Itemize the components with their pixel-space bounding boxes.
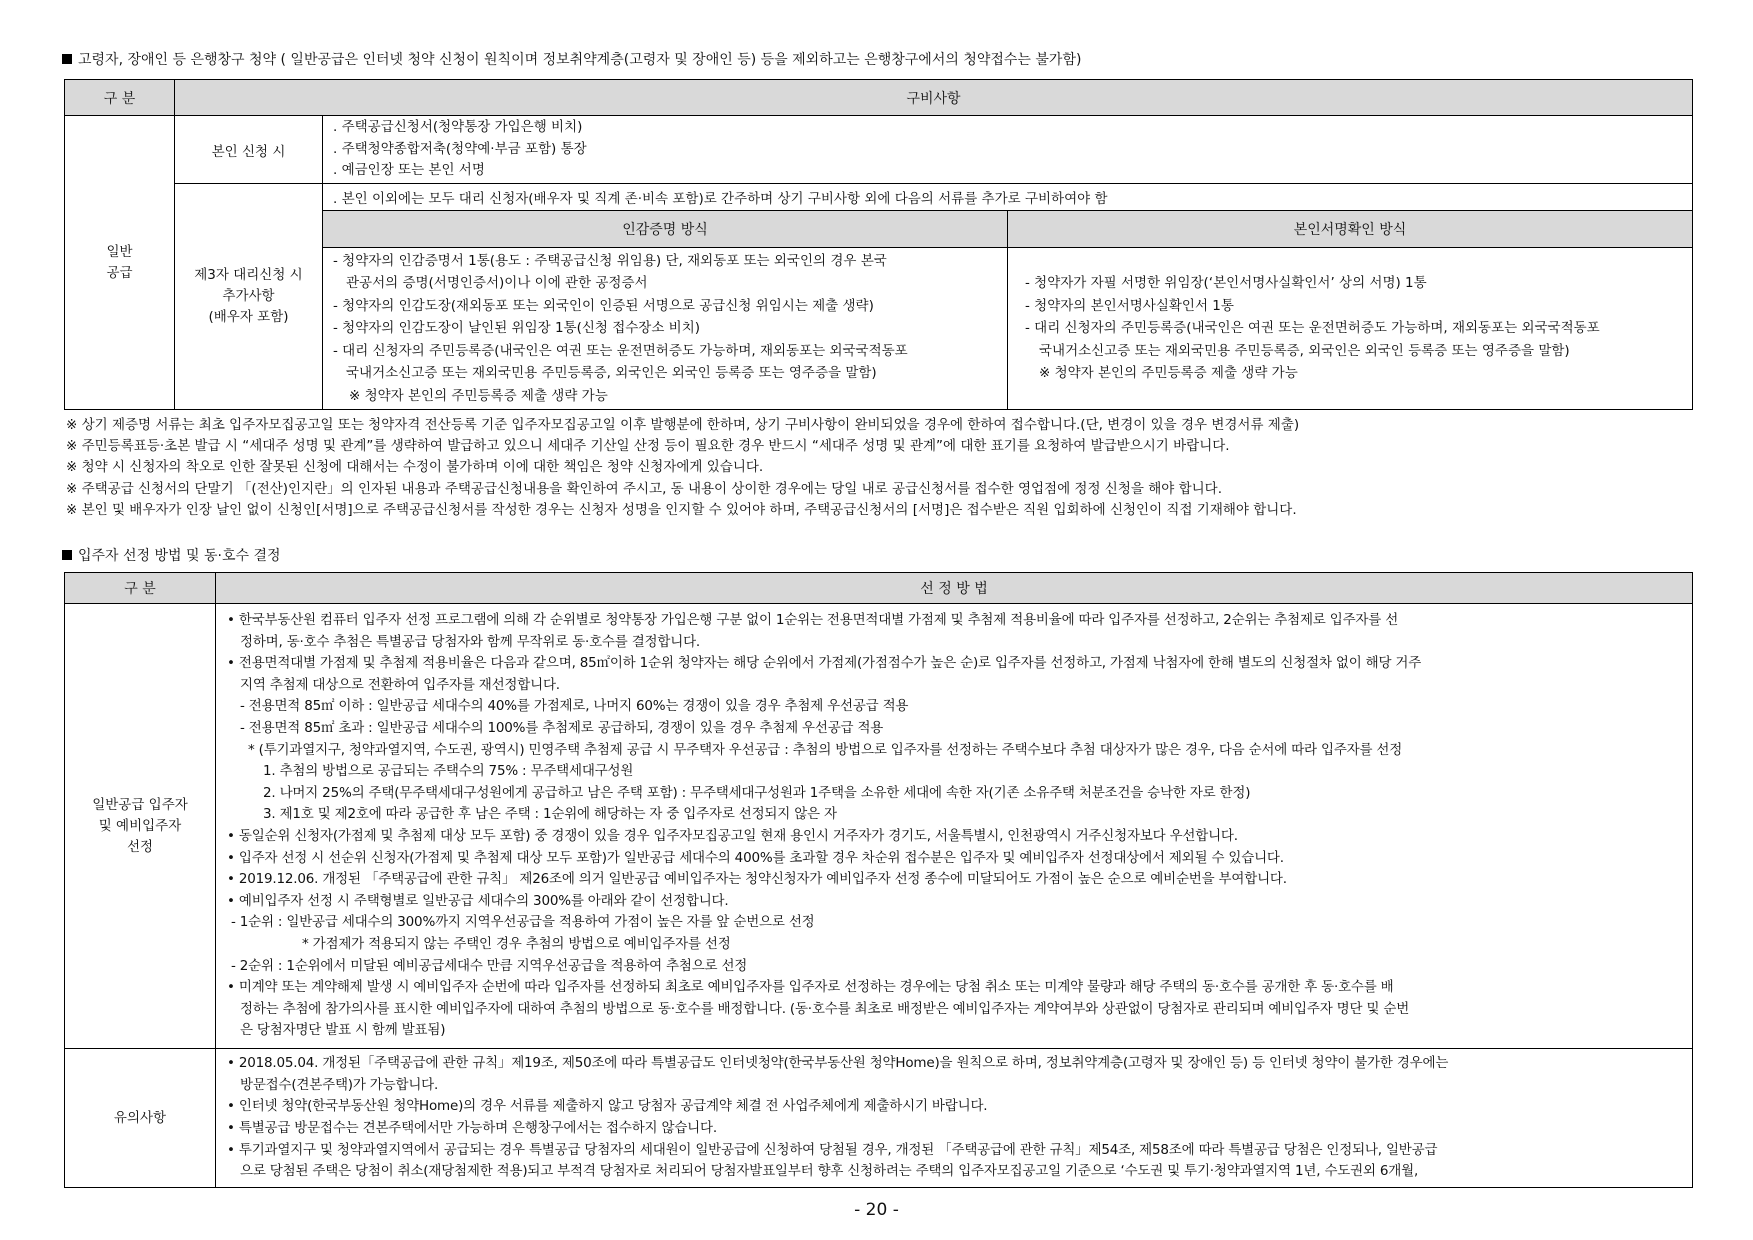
note-line: ※ 주택공급 신청서의 단말기 「(전산)인지란」의 인자된 내용과 주택공급신청내용을 확인하여 주시고, 동 내용이 상이한 경우에는 당일 내로 공급신청서를 접수한 영업점에 정정 신청을 해야 합니다. xyxy=(66,480,1222,497)
method-line: 정하는 추첨에 참가의사를 표시한 예비입주자에 대하여 추첨의 방법으로 동·호수를 배정합니다. (동·호수를 최초로 배정받은 예비입주자는 계약여부와 상관없이 당첨자로 관리되며 예비입주자 명단 및 순번 xyxy=(240,1000,1410,1017)
black-square-icon xyxy=(62,54,72,64)
self-application-label: 본인 신청 시 xyxy=(175,116,323,184)
proxy-label-line: 제3자 대리신청 시 xyxy=(194,267,303,283)
requirement-item: . 주택청약종합저축(청약예·부금 포함) 통장 xyxy=(333,140,587,157)
group-label-line: 공급 xyxy=(106,264,133,281)
table-header-row xyxy=(65,573,1693,604)
method-line: ※ 청약자 본인의 주민등록증 제출 생략 가능 xyxy=(349,387,608,404)
proxy-application-label xyxy=(175,184,323,410)
method-line: • 전용면적대별 가점제 및 추첨제 적용비율은 다음과 같으며, 85㎡이하 1순위 청약자는 해당 순위에서 가점제(가점점수가 높은 순)로 입주자를 선정하고, 가점제 낙첨자에 한해 별도의 신청절차 없이 해당 거주 xyxy=(227,655,1422,672)
section-heading-text: 입주자 선정 방법 및 동·호수 결정 xyxy=(78,548,281,564)
method-line: 국내거소신고증 또는 재외국민용 주민등록증, 외국인은 외국인 등록증 또는 영주증을 말함) xyxy=(346,365,877,382)
section-heading-text: 고령자, 장애인 등 은행창구 청약 ( 일반공급은 인터넷 청약 신청이 원칙이며 정보취약계층(고령자 및 장애인 등) 등을 제외하고는 은행창구에서의 청약접수는 불가함) xyxy=(78,52,1082,68)
note-line: ※ 청약 시 신청자의 착오로 인한 잘못된 신청에 대해서는 수정이 불가하며 이에 대한 책임은 청약 신청자에게 있습니다. xyxy=(66,459,764,476)
method-line: 정하며, 동·호수 추첨은 특별공급 당첨자와 함께 무작위로 동·호수를 결정합니다. xyxy=(240,633,701,650)
page-number: - 20 - xyxy=(854,1200,899,1220)
precaution-line: 으로 당첨된 주택은 당첨이 취소(재당첨제한 적용)되고 부적격 당첨자로 처리되어 당첨자발표일부터 향후 신청하려는 주택의 입주자모집공고일 기준으로 ‘수도권 및 투기·청약과열지역 1년, 수도권외 6개월, xyxy=(240,1163,1419,1180)
method-line: - 대리 신청자의 주민등록증(내국인은 여권 또는 운전면허증도 가능하며, 재외동포는 외국국적동포 xyxy=(333,342,908,359)
method-line: • 동일순위 신청자(가점제 및 추첨제 대상 모두 포함) 중 경쟁이 있을 경우 입주자모집공고일 현재 용인시 거주자가 경기도, 서울특별시, 인천광역시 거주신청자보다 우선합니다. xyxy=(227,828,1238,844)
method-line: • 한국부동산원 컴퓨터 입주자 선정 프로그램에 의해 각 순위별로 청약통장 가입은행 구분 없이 1순위는 전용면적대별 가점제 및 추첨제 적용비율에 따라 입주자를 선정하고, 2순위는 추첨제로 입주자를 선 xyxy=(227,612,1399,629)
requirements-table xyxy=(64,79,1693,410)
method-line: • 예비입주자 선정 시 주택형별로 일반공급 세대수의 300%를 아래와 같이 선정합니다. xyxy=(227,892,729,909)
precaution-line: • 인터넷 청약(한국부동산원 청약Home)의 경우 서류를 제출하지 않고 당첨자 공급계약 체결 전 사업주체에게 제출하시기 바랍니다. xyxy=(227,1098,988,1115)
method-line: - 전용면적 85㎡ 초과 : 일반공급 세대수의 100%를 추첨제로 공급하되, 경쟁이 있을 경우 추첨제 우선공급 적용 xyxy=(240,720,884,737)
method-line: - 청약자의 인감도장(재외동포 또는 외국인이 인증된 서명으로 공급신청 위임시는 제출 생략) xyxy=(333,297,874,314)
self-application-items xyxy=(323,116,1693,184)
requirement-item: . 주택공급신청서(청약통장 가입은행 비치) xyxy=(333,119,583,136)
table-row-self xyxy=(65,116,1693,184)
selection-label-line: 및 예비입주자 xyxy=(98,817,182,834)
method-line: • 2019.12.06. 개정된 「주택공급에 관한 규칙」 제26조에 의거 일반공급 예비입주자는 청약신청자가 예비입주자 선정 종수에 미달되어도 가점이 높은 순으로 예비순번을 부여합니다. xyxy=(227,871,1287,888)
table-row-precautions xyxy=(65,1049,1693,1188)
black-square-icon xyxy=(62,550,72,560)
selection-method-table xyxy=(64,572,1693,1188)
header-requirements-cell: 구비사항 xyxy=(175,80,1693,116)
method-line: - 청약자의 인감도장이 날인된 위임장 1통(신청 접수장소 비치) xyxy=(333,320,701,337)
note-line: ※ 상기 제증명 서류는 최초 입주자모집공고일 또는 청약자격 전산등록 기준 입주자모집공고일 이후 발행분에 한하며, 상기 구비사항이 완비되었을 경우에 한하여 접수합니다.(단, 변경이 있을 경우 변경서류 제출) xyxy=(66,417,1300,433)
header-method-cell: 선 정 방 법 xyxy=(216,573,1693,604)
section-heading-bank-application xyxy=(62,49,1081,69)
requirement-item: . 예금인장 또는 본인 서명 xyxy=(333,162,485,179)
precaution-line: • 특별공급 방문접수는 견본주택에서만 가능하며 은행창구에서는 접수하지 않습니다. xyxy=(227,1120,717,1136)
method-line: - 1순위 : 일반공급 세대수의 300%까지 지역우선공급을 적용하여 가점이 높은 자를 앞 순번으로 선정 xyxy=(231,914,815,931)
method-line: - 대리 신청자의 주민등록증(내국인은 여권 또는 운전면허증도 가능하며, 재외동포는 외국국적동포 xyxy=(1025,320,1600,337)
method-line: 3. 제1호 및 제2호에 따라 공급한 후 남은 주택 : 1순위에 해당하는 자 중 입주자로 선정되지 않은 자 xyxy=(263,806,837,823)
precautions-label: 유의사항 xyxy=(113,1109,167,1126)
selection-label-line: 일반공급 입주자 xyxy=(92,796,188,813)
method-line: - 청약자가 자필 서명한 위임장(‘본인서명사실확인서’ 상의 서명) 1통 xyxy=(1025,275,1427,292)
method-line: * (투기과열지구, 청약과열지역, 수도권, 광역시) 민영주택 추첨제 공급 시 무주택자 우선공급 : 추첨의 방법으로 입주자를 선정하는 주택수보다 추첨 대상자가 많은 경우, 다음 순서에 따라 입주자를 선정 xyxy=(248,741,1403,758)
precaution-line: • 투기과열지구 및 청약과열지역에서 공급되는 경우 특별공급 당첨자의 세대원이 일반공급에 신청하여 당첨될 경우, 개정된 「주택공급에 관한 규칙」제54조, 제58조에 따라 특별공급 당첨은 인정되나, 일반공급 xyxy=(227,1141,1438,1158)
header-category-cell: 구 분 xyxy=(65,573,216,604)
selection-content-cell xyxy=(216,604,1693,1049)
method-line: ※ 청약자 본인의 주민등록증 제출 생략 가능 xyxy=(1039,365,1298,382)
proxy-intro-text: . 본인 이외에는 모두 대리 신청자(배우자 및 직계 존·비속 포함)로 간주하며 상기 구비사항 외에 다음의 서류를 추가로 구비하여야 함 xyxy=(333,191,1108,207)
note-line: ※ 본인 및 배우자가 인장 날인 없이 신청인[서명]으로 주택공급신청서를 작성한 경우는 신청자 성명을 인지할 수 있어야 하며, 주택공급신청서의 [서명]은 접수받은 직원 입회하에 신청인이 직접 기재해야 합니다. xyxy=(66,501,1297,518)
method-line: 은 당첨자명단 발표 시 함께 발표됨) xyxy=(240,1022,446,1039)
proxy-intro-cell xyxy=(323,184,1693,211)
method-line: 2. 나머지 25%의 주택(무주택세대구성원에게 공급하고 남은 주택 포함) : 무주택세대구성원과 1주택을 소유한 세대에 속한 자(기존 소유주택 처분조건을 승낙한 자로 한정) xyxy=(263,784,1251,801)
method-line: - 청약자의 본인서명사실확인서 1통 xyxy=(1025,297,1234,314)
proxy-label-line: 추가사항 xyxy=(222,288,275,304)
selection-label-line: 선정 xyxy=(126,838,154,855)
precautions-label-cell xyxy=(65,1049,216,1188)
signature-method-title: 본인서명확인 방식 xyxy=(1008,211,1693,248)
method-line: 국내거소신고증 또는 재외국민용 주민등록증, 외국인은 외국인 등록증 또는 영주증을 말함) xyxy=(1039,342,1570,359)
group-label-cell xyxy=(65,116,175,410)
selection-label-cell xyxy=(65,604,216,1049)
table-row-selection xyxy=(65,604,1693,1049)
table-row-proxy-intro xyxy=(65,184,1693,211)
method-line: • 입주자 선정 시 선순위 신청자(가점제 및 추첨제 대상 모두 포함)가 일반공급 세대수의 400%를 초과할 경우 차순위 접수분은 입주자 및 예비입주자 선정대상에서 제외될 수 있습니다. xyxy=(227,849,1284,866)
seal-method-items xyxy=(323,248,1008,410)
proxy-label-line: (배우자 포함) xyxy=(208,309,289,325)
method-line: - 전용면적 85㎡ 이하 : 일반공급 세대수의 40%를 가점제로, 나머지 60%는 경쟁이 있을 경우 추첨제 우선공급 적용 xyxy=(240,698,909,715)
header-category-cell: 구 분 xyxy=(65,80,175,116)
note-line: ※ 주민등록표등·초본 발급 시 “세대주 성명 및 관계”를 생략하여 발급하고 있으니 세대주 기산일 산정 등이 필요한 경우 반드시 “세대주 성명 및 관계”에 대한 표기를 요청하여 발급받으시기 바랍니다. xyxy=(66,438,1230,455)
method-line: • 미계약 또는 계약해제 발생 시 예비입주자 순번에 따라 입주자를 선정하되 최초로 예비입주자를 입주자로 선정하는 경우에는 당첨 취소 또는 미계약 물량과 해당 주택의 동·호수를 공개한 후 동·호수를 배 xyxy=(227,979,1394,996)
method-line: 지역 추첨제 대상으로 전환하여 입주자를 재선정합니다. xyxy=(240,676,560,693)
notes-list xyxy=(66,415,1686,521)
table-header-row xyxy=(65,80,1693,116)
method-line: - 청약자의 인감증명서 1통(용도 : 주택공급신청 위임용) 단, 재외동포 또는 외국인의 경우 본국 xyxy=(333,252,887,269)
precaution-line: • 2018.05.04. 개정된「주택공급에 관한 규칙」제19조, 제50조에 따라 특별공급도 인터넷청약(한국부동산원 청약Home)을 원칙으로 하며, 정보취약계층(고령자 및 장애인 등) 등 인터넷 청약이 불가한 경우에는 xyxy=(227,1055,1449,1072)
signature-method-items xyxy=(1008,248,1693,410)
method-line: 관공서의 증명(서명인증서)이나 이에 관한 공정증서 xyxy=(346,275,648,292)
precaution-line: 방문접수(견본주택)가 가능합니다. xyxy=(240,1076,439,1093)
method-line: 1. 추첨의 방법으로 공급되는 주택수의 75% : 무주택세대구성원 xyxy=(263,763,634,780)
method-line: - 2순위 : 1순위에서 미달된 예비공급세대수 만큼 지역우선공급을 적용하여 추첨으로 선정 xyxy=(231,957,748,974)
precautions-content-cell xyxy=(216,1049,1693,1188)
section-heading-selection xyxy=(62,545,281,565)
seal-method-title: 인감증명 방식 xyxy=(323,211,1008,248)
method-line: * 가점제가 적용되지 않는 주택인 경우 추첨의 방법으로 예비입주자를 선정 xyxy=(302,935,731,952)
group-label-line: 일반 xyxy=(106,243,133,260)
